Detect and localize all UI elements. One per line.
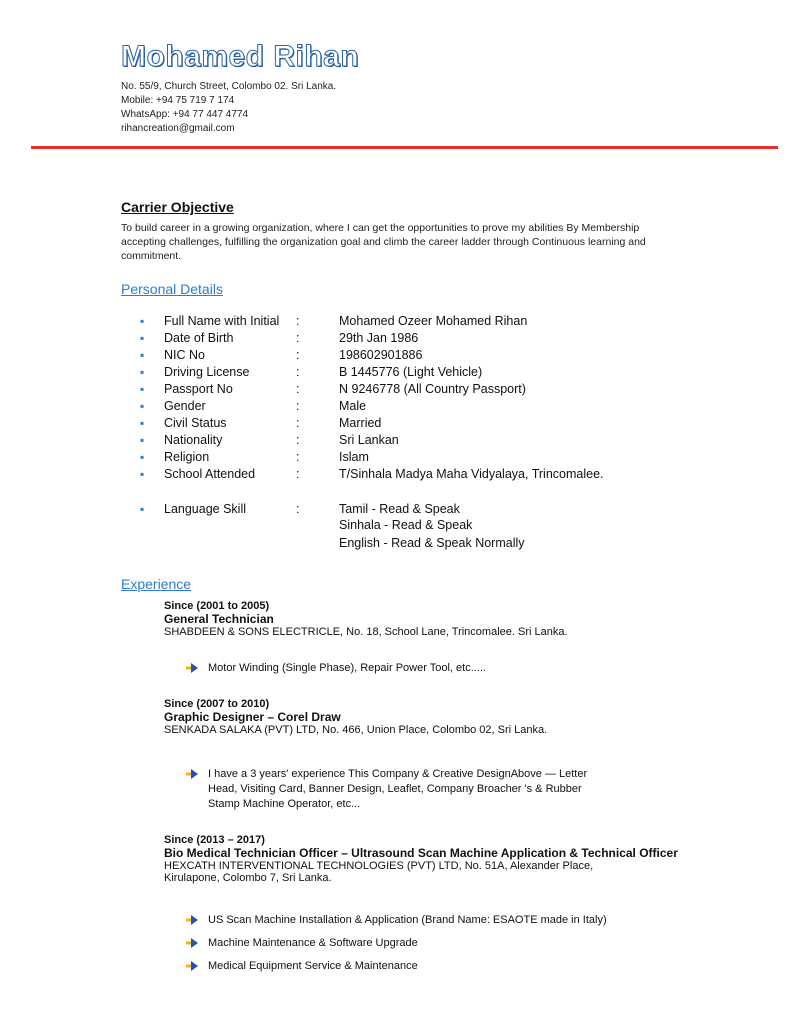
- detail-label: Full Name with Initial: [164, 314, 280, 328]
- bullet-text: US Scan Machine Installation & Application (Brand Name: ESAOTE made in Italy): [208, 914, 607, 926]
- detail-label: Passport No: [164, 382, 233, 396]
- bullet-icon: ▪: [140, 314, 145, 328]
- bullet-icon: ▪: [140, 502, 145, 516]
- detail-value: Mohamed Ozeer Mohamed Rihan: [339, 314, 528, 328]
- bullet-text: I have a 3 years' experience This Company & Creative DesignAbove — Letter: [208, 768, 588, 780]
- detail-label: Language Skill: [164, 502, 247, 516]
- detail-label: Religion: [164, 450, 210, 464]
- detail-colon: :: [296, 365, 300, 379]
- job-company: HEXCATH INTERVENTIONAL TECHNOLOGIES (PVT) LTD, No. 51A, Alexander Place,: [164, 860, 594, 872]
- objective-text: To build career in a growing organization, where I can get the opportunities to prove my abilities By Membership accepting challenges, fulfilling the organization goal and climb the career ladder through Continuous learning and commitment.: [121, 222, 646, 262]
- detail-value: 198602901886: [339, 348, 423, 362]
- bullet-icon: ▪: [140, 450, 145, 464]
- bullet-icon: ▪: [140, 399, 145, 413]
- arrow-bullet-icon: [186, 938, 198, 948]
- whatsapp-number: WhatsApp: +94 77 447 4774: [121, 109, 249, 120]
- detail-colon: :: [296, 382, 300, 396]
- bullet-icon: ▪: [140, 348, 145, 362]
- bullet-text: Machine Maintenance & Software Upgrade: [208, 937, 418, 949]
- detail-label: Gender: [164, 399, 206, 413]
- detail-colon: :: [296, 314, 300, 328]
- job-entry: [164, 600, 568, 638]
- address: No. 55/9, Church Street, Colombo 02. Sri Lanka.: [121, 81, 337, 92]
- detail-colon: :: [296, 399, 300, 413]
- job-company: SENKADA SALAKA (PVT) LTD, No. 466, Union Place, Colombo 02, Sri Lanka.: [164, 724, 548, 736]
- detail-label: Driving License: [164, 365, 250, 379]
- personal-details-heading: Personal Details: [121, 281, 223, 297]
- contact-block: [121, 80, 336, 136]
- bullet-icon: ▪: [140, 365, 145, 379]
- bullet-text: Head, Visiting Card, Banner Design, Leaflet, Company Broacher 's & Rubber: [208, 783, 582, 795]
- detail-label: Date of Birth: [164, 331, 234, 345]
- bullet-icon: ▪: [140, 433, 145, 447]
- job-role: Bio Medical Technician Officer – Ultrasound Scan Machine Application & Technical Officer: [164, 846, 678, 860]
- header-divider: [31, 146, 778, 149]
- job-company: SHABDEEN & SONS ELECTRICLE, No. 18, School Lane, Trincomalee. Sri Lanka.: [164, 626, 568, 638]
- language-line: English - Read & Speak Normally: [339, 536, 525, 550]
- bullet-icon: ▪: [140, 467, 145, 481]
- arrow-bullet-icon: [186, 769, 198, 779]
- arrow-bullet-icon: [186, 961, 198, 971]
- bullet-text: Motor Winding (Single Phase), Repair Power Tool, etc.....: [208, 662, 486, 674]
- detail-colon: :: [296, 502, 300, 516]
- detail-value: Tamil - Read & Speak: [339, 502, 460, 516]
- bullet-icon: ▪: [140, 416, 145, 430]
- arrow-bullet-icon: [186, 663, 198, 673]
- detail-value: Sri Lankan: [339, 433, 399, 447]
- detail-label: School Attended: [164, 467, 256, 481]
- language-line: Sinhala - Read & Speak: [339, 518, 473, 532]
- detail-colon: :: [296, 331, 300, 345]
- job-period: Since (2013 – 2017): [164, 834, 265, 846]
- job-entry: [164, 698, 547, 736]
- job-company-line2: Kirulapone, Colombo 7, Sri Lanka.: [164, 872, 332, 884]
- detail-label: Nationality: [164, 433, 223, 447]
- detail-colon: :: [296, 433, 300, 447]
- detail-value: Islam: [339, 450, 369, 464]
- detail-value: B 1445776 (Light Vehicle): [339, 365, 483, 379]
- detail-value: 29th Jan 1986: [339, 331, 419, 345]
- objective-heading: Carrier Objective: [121, 199, 234, 215]
- arrow-bullet-icon: [186, 915, 198, 925]
- job-role: Graphic Designer – Corel Draw: [164, 710, 341, 724]
- bullet-text: Stamp Machine Operator, etc...: [208, 798, 361, 810]
- job-role: General Technician: [164, 612, 274, 626]
- job-period: Since (2001 to 2005): [164, 600, 270, 612]
- detail-label: Civil Status: [164, 416, 227, 430]
- detail-colon: :: [296, 467, 300, 481]
- detail-colon: :: [296, 450, 300, 464]
- detail-label: NIC No: [164, 348, 205, 362]
- job-period: Since (2007 to 2010): [164, 698, 270, 710]
- detail-colon: :: [296, 348, 300, 362]
- detail-colon: :: [296, 416, 300, 430]
- detail-value: Married: [339, 416, 382, 430]
- job-entry: [164, 834, 678, 884]
- bullet-icon: ▪: [140, 331, 145, 345]
- detail-value: N 9246778 (All Country Passport): [339, 382, 526, 396]
- bullet-text: Medical Equipment Service & Maintenance: [208, 960, 418, 972]
- detail-value: T/Sinhala Madya Maha Vidyalaya, Trincomalee.: [339, 467, 604, 481]
- applicant-name: Mohamed Rihan: [121, 40, 360, 73]
- email-address: rihancreation@gmail.com: [121, 123, 235, 134]
- experience-heading: Experience: [121, 576, 192, 592]
- detail-value: Male: [339, 399, 367, 413]
- mobile-number: Mobile: +94 75 719 7 174: [121, 95, 235, 106]
- bullet-icon: ▪: [140, 382, 145, 396]
